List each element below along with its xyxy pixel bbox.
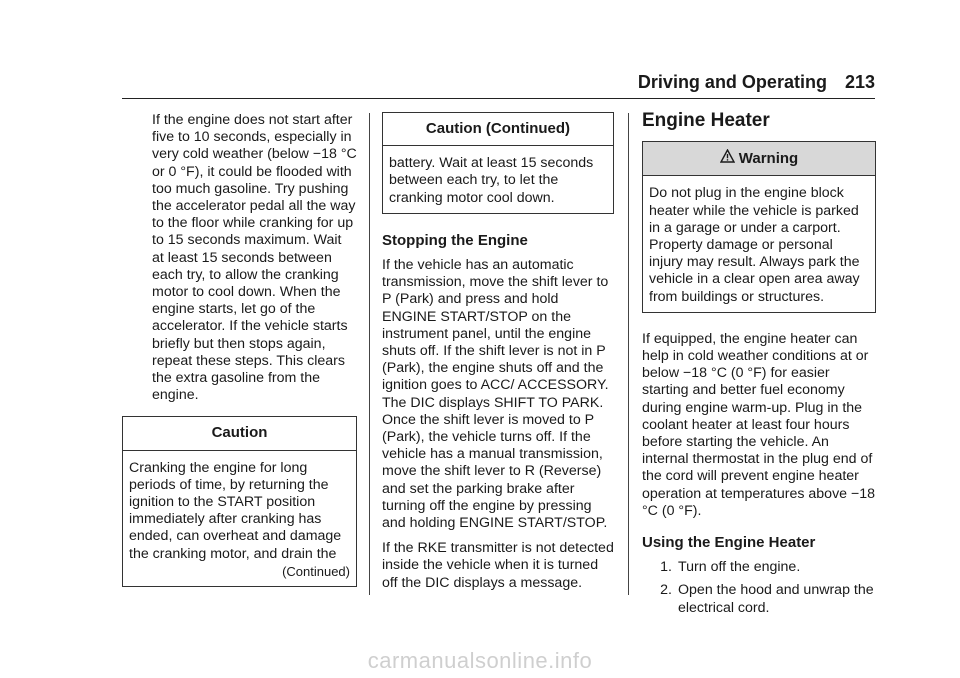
header-rule <box>122 98 875 99</box>
site-watermark: carmanualsonline.info <box>367 648 593 673</box>
warning-header <box>643 142 875 176</box>
stopping-engine-paragraph: If the vehicle has an automatic transmission, move the shift lever to P (Park) and press and hold ENGINE START/STOP on the instrument panel, until the engine shuts off. If the shift lever is not in P (Park), the engine shuts off and the ignition goes to ACC/ ACCESSORY. The DIC displays SHIFT TO PARK. Once the shift lever is moved to P (Park), the vehicle turns off. If the vehicle has a manual transmission, move the shift lever to R (Reverse) and set the parking brake after turning off the engine by pressing and holding ENGINE START/STOP. <box>382 257 609 532</box>
page-header <box>122 72 875 98</box>
caution-continued-title: Caution (Continued) <box>383 113 613 146</box>
engine-heater-heading: Engine Heater <box>642 110 770 131</box>
warning-body: Do not plug in the engine block heater while the vehicle is parked in a garage or under a carport. Property damage or personal injury may result. Always park the vehicle in a clear open area away from buildings or structures. <box>649 185 860 305</box>
caution-body: Cranking the engine for long periods of time, by returning the ignition to the START position immediately after cranking has ended, can overheat and damage the cranking motor, and drain the <box>129 459 342 562</box>
page-number: 213 <box>844 72 875 92</box>
column-right <box>642 112 876 623</box>
column-middle <box>382 112 614 600</box>
list-item <box>642 582 876 616</box>
caution-continued-box <box>382 112 614 214</box>
warning-box <box>642 141 876 313</box>
caution-continued-label: (Continued) <box>282 563 350 579</box>
caution-continued-body: battery. Wait at least 15 seconds between each try, to let the cranking motor cool down. <box>389 155 594 206</box>
rke-transmitter-paragraph: If the RKE transmitter is not detected inside the vehicle when it is turned off the DIC displays a message. <box>382 540 614 591</box>
column-left <box>122 112 357 587</box>
using-engine-heater-heading: Using the Engine Heater <box>642 534 816 552</box>
warning-title: Warning <box>738 150 799 168</box>
step-text: Open the hood and unwrap the electrical cord. <box>678 582 874 616</box>
column-divider-2 <box>628 113 629 595</box>
step-number: 1. <box>660 559 672 576</box>
caution-body-wrap <box>123 451 356 586</box>
step-text: Turn off the engine. <box>678 559 801 576</box>
caution-box <box>122 416 357 587</box>
step-number: 2. <box>660 582 672 599</box>
engine-heater-paragraph: If equipped, the engine heater can help in cold weather conditions at or below −18 °C (0 °F) for easier starting and better fuel economy during engine warm-up. Plug in the coolant heater at least four hours before starting the vehicle. An internal thermostat in the plug end of the cord will prevent engine heater operation at temperatures above −18 °C (0 °F). <box>642 330 876 519</box>
flooded-engine-paragraph: If the engine does not start after five to 10 seconds, especially in very cold weather (below −18 °C or 0 °F), it could be flooded with too much gasoline. Try pushing the accelerator pedal all the way to the floor while cranking for up to 15 seconds maximum. Wait at least 15 seconds between each try, to allow the cranking motor to cool down. When the engine starts, let go of the accelerator. If the vehicle starts briefly but then stops again, repeat these steps. This clears the extra gasoline from the engine. <box>152 112 357 404</box>
column-divider-1 <box>369 113 370 595</box>
list-item <box>642 559 876 576</box>
warning-triangle-icon <box>720 149 735 167</box>
section-title: Driving and Operating <box>637 72 827 92</box>
caution-title: Caution <box>123 417 356 450</box>
steps-list <box>642 559 876 617</box>
stopping-engine-heading: Stopping the Engine <box>382 231 528 249</box>
